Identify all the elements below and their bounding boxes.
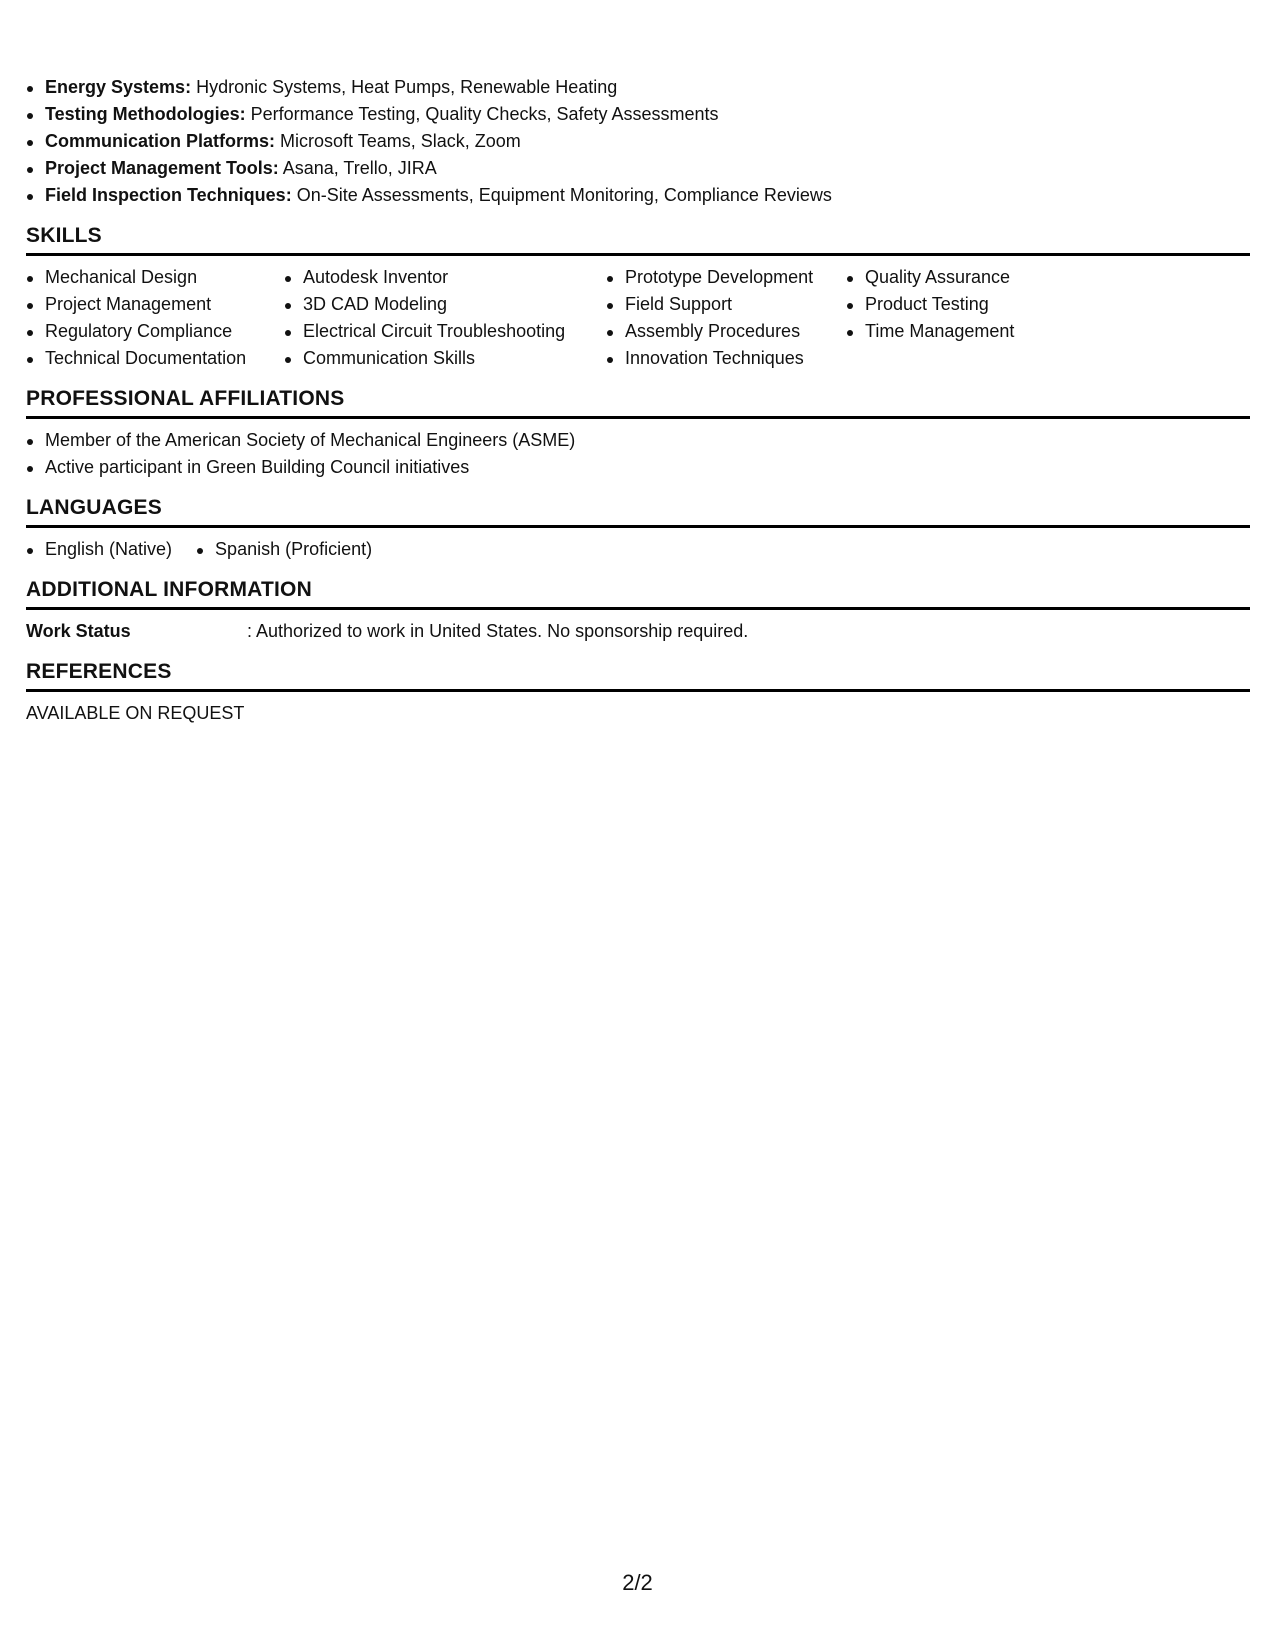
list-item — [26, 155, 1250, 182]
skill-item: Time Management — [846, 318, 1086, 345]
affiliations-list — [26, 427, 1250, 481]
languages-list — [26, 536, 1250, 563]
skill-item: Project Management — [26, 291, 284, 318]
item-label: Project Management Tools: — [45, 158, 279, 178]
item-value: Microsoft Teams, Slack, Zoom — [275, 131, 521, 151]
skill-item: 3D CAD Modeling — [284, 291, 606, 318]
skills-section — [26, 223, 1250, 372]
work-status-value: : Authorized to work in United States. No sponsorship required. — [247, 621, 749, 641]
skill-item: Mechanical Design — [26, 264, 284, 291]
section-heading-skills: SKILLS — [26, 223, 1250, 256]
resume-page — [26, 74, 1250, 727]
skill-item: Product Testing — [846, 291, 1086, 318]
references-section — [26, 659, 1250, 727]
item-label: Testing Methodologies: — [45, 104, 246, 124]
affiliation-item: Member of the American Society of Mechanical Engineers (ASME) — [26, 427, 1250, 454]
section-heading-additional-information: ADDITIONAL INFORMATION — [26, 577, 1250, 610]
section-heading-references: REFERENCES — [26, 659, 1250, 692]
skill-item: Assembly Procedures — [606, 318, 846, 345]
skill-item: Prototype Development — [606, 264, 846, 291]
item-value: On-Site Assessments, Equipment Monitoring, Compliance Reviews — [291, 185, 832, 205]
skills-grid — [26, 264, 1250, 372]
affiliation-item: Active participant in Green Building Council initiatives — [26, 454, 1250, 481]
page-number: 2/2 — [622, 1570, 653, 1595]
language-item: Spanish (Proficient) — [196, 536, 372, 563]
list-item — [26, 101, 1250, 128]
skill-item: Regulatory Compliance — [26, 318, 284, 345]
work-status-row — [26, 618, 1250, 645]
skill-item: Electrical Circuit Troubleshooting — [284, 318, 606, 345]
list-item — [26, 128, 1250, 155]
item-value: Performance Testing, Quality Checks, Safety Assessments — [245, 104, 719, 124]
language-item: English (Native) — [26, 536, 172, 563]
item-value: Asana, Trello, JIRA — [278, 158, 437, 178]
item-value: Hydronic Systems, Heat Pumps, Renewable Heating — [191, 77, 618, 97]
skill-item: Autodesk Inventor — [284, 264, 606, 291]
languages-section — [26, 495, 1250, 563]
technical-proficiencies-list — [26, 74, 1250, 209]
skills-column — [846, 264, 1086, 372]
skill-item: Technical Documentation — [26, 345, 284, 372]
work-status-label: Work Status — [26, 621, 131, 641]
skills-column — [606, 264, 846, 372]
references-text: AVAILABLE ON REQUEST — [26, 703, 245, 723]
skill-item: Quality Assurance — [846, 264, 1086, 291]
additional-information-section — [26, 577, 1250, 645]
list-item — [26, 182, 1250, 209]
skill-item: Field Support — [606, 291, 846, 318]
section-heading-affiliations: PROFESSIONAL AFFILIATIONS — [26, 386, 1250, 419]
item-label: Energy Systems: — [45, 77, 192, 97]
skills-column — [284, 264, 606, 372]
section-heading-languages: LANGUAGES — [26, 495, 1250, 528]
skill-item: Innovation Techniques — [606, 345, 846, 372]
skills-column — [26, 264, 284, 372]
list-item — [26, 74, 1250, 101]
skill-item: Communication Skills — [284, 345, 606, 372]
item-label: Communication Platforms: — [45, 131, 276, 151]
item-label: Field Inspection Techniques: — [45, 185, 292, 205]
affiliations-section — [26, 386, 1250, 481]
